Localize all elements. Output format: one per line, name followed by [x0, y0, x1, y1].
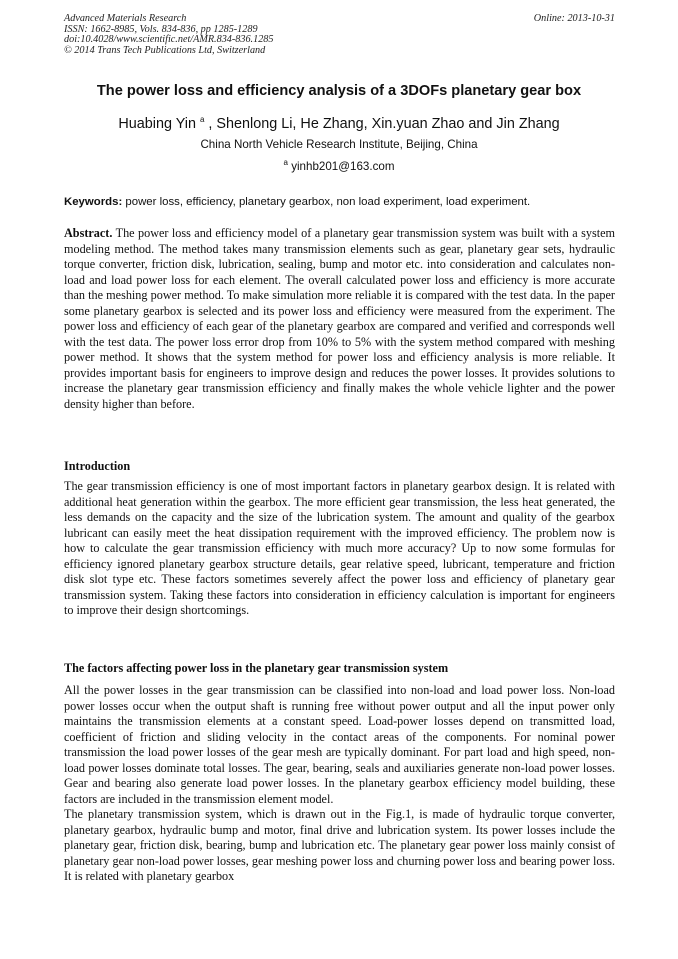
factors-heading: The factors affecting power loss in the planetary gear transmission system: [64, 661, 449, 675]
keywords: [64, 195, 615, 209]
affiliation: China North Vehicle Research Institute, Beijing, China: [200, 138, 478, 151]
issn-line: ISSN: 1662-8985, Vols. 834-836, pp 1285-1289: [64, 23, 258, 35]
introduction-heading: Introduction: [64, 459, 131, 473]
author-list: [40, 115, 638, 133]
keywords-label: Keywords:: [64, 196, 123, 208]
factors-paragraph-1: All the power losses in the gear transmission can be classified into non-load and load power loss. Non-load power losses occur when the output shaft is running free without power output and all the input power only maintains the transmission elements at a constant speed. Load-power losses depend on transmitted load, coefficient of friction and sliding velocity in the contact areas of the components. For nominal power transmission the load power losses of the gear mesh are typically dominant. For part load and high speed, non-load power losses dominate total losses. The gear, bearing, seals and auxiliaries generate non-load power losses. Gear and bearing also generate load power losses. In the planetary gearbox efficiency model building, these factors are included in the transmission element model.: [64, 683, 615, 806]
factors-body: [64, 683, 615, 885]
introduction-body: [64, 479, 615, 619]
first-author-affil-mark: a: [199, 115, 205, 125]
introduction-paragraph: The gear transmission efficiency is one of most important factors in planetary gearbox design. It is related with additional heat generation within the gearbox. The more efficient gear transmission, the less heat generated, the less demands on the capacity and the size of the lubrication system. The amount and quality of the gearbox lubricant can easily meet the heat dissipation requirement with the improved efficiency. The problem now is how to calculate the gear transmission efficiency with much more accuracy? Up to now some formulas for efficiency ignored planetary gearbox structure details, gear relative speed, lubricant, temperature and friction disk slot type etc. These factors sometimes severely affect the power loss and efficiency of planetary gear transmission system. Taking these factors into consideration in efficiency calculation is important for engineers to improve their design shortcomings.: [64, 479, 615, 617]
copyright-line: © 2014 Trans Tech Publications Ltd, Switzerland: [64, 44, 266, 56]
online-date: Online: 2013-10-31: [533, 13, 615, 24]
keywords-text: power loss, efficiency, planetary gearbox, non load experiment, load experiment.: [125, 196, 531, 208]
abstract-text: The power loss and efficiency model of a planetary gear transmission system was built with a system modeling method. The method takes many transmission elements such as gear, planetary gear sets, hydraulic torque converter, friction disk, lubrication, sealing, bump and motor etc. into consideration and calculates non-load and load power loss for each element. The overall calculated power loss and efficiency is more accurate than the meshing power method. To make simulation more reliable it is compared with the test data. In the paper some planetary gearbox is selected and its power loss and efficiency were measured from the experiment. The power loss and efficiency of each gear of the planetary gearbox are compared and verified and corresponds well with the test data. The power loss error drop from 10% to 5% with the system method compared with meshing power method. It shows that the system method for power loss and efficiency analysis is more reliable. It provides important basis for engineers to improve design and reduces the power losses. It provides solutions to increase the planetary gear transmission efficiency and finally makes the whole vehicle lighter and the power density higher than before.: [64, 226, 616, 411]
doi-line: doi:10.4028/www.scientific.net/AMR.834-836.1285: [64, 34, 274, 46]
first-author: Huabing Yin: [118, 116, 196, 132]
factors-paragraph-2: The planetary transmission system, which is drawn out in the Fig.1, is made of hydraulic torque converter, planetary gearbox, hydraulic bump and motor, final drive and lubrication system. Its power losses include the planetary gear, friction disk, bearing, bump and lubrication etc. The planetary gear power loss mainly consist of planetary gear non-load power losses, gear meshing power loss and churning power loss and bearing power loss. It is related with planetary gearbox: [64, 807, 615, 883]
other-authors: , Shenlong Li, He Zhang, Xin.yuan Zhao and Jin Zhang: [208, 116, 560, 132]
journal-name: Advanced Materials Research: [64, 13, 187, 24]
email-affil-mark: a: [283, 158, 288, 168]
author-email: [40, 159, 638, 175]
abstract-label: Abstract.: [64, 226, 113, 240]
journal-header: [64, 14, 615, 56]
abstract: [64, 226, 615, 412]
paper-title: The power loss and efficiency analysis of a 3DOFs planetary gear box: [96, 83, 582, 99]
email-address: yinhb201@163.com: [291, 160, 395, 173]
